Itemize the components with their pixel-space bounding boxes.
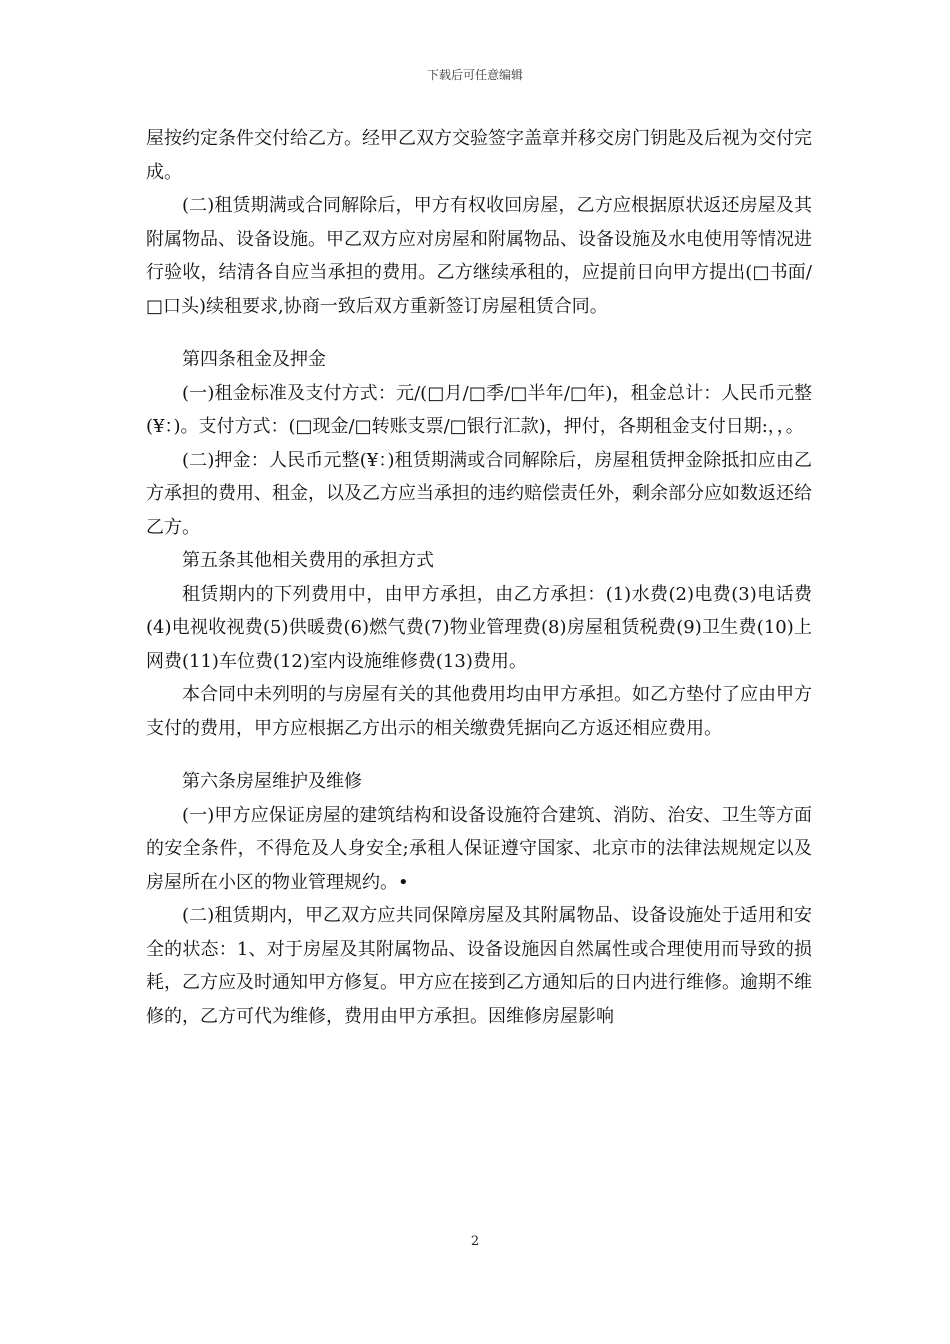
paragraph-delivery-continued: 屋按约定条件交付给乙方。经甲乙双方交验签字盖章并移交房门钥匙及后视为交付完成。 bbox=[146, 128, 812, 183]
page-number: 2 bbox=[470, 1234, 480, 1249]
paragraph-unlisted-fees: 本合同中未列明的与房屋有关的其他费用均由甲方承担。如乙方垫付了应由甲方支付的费用，甲方应根据乙方出示的相关缴费凭据向乙方返还相应费用。 bbox=[146, 684, 812, 739]
section-heading-maintenance: 第六条房屋维护及维修 bbox=[182, 771, 362, 792]
section-spacer bbox=[146, 323, 812, 343]
document-body bbox=[146, 122, 812, 1033]
paragraph-fee-list: 租赁期内的下列费用中，由甲方承担，由乙方承担：(1)水费(2)电费(3)电话费(4)电视收视费(5)供暖费(6)燃气费(7)物业管理费(8)房屋租赁税费(9)卫生费(10)上网费(11)车位费(12)室内设施维修费(13)费用。 bbox=[146, 583, 812, 672]
section-heading-rent-deposit: 第四条租金及押金 bbox=[182, 349, 326, 370]
section-spacer bbox=[146, 745, 812, 765]
paragraph-deposit: (二)押金：人民币元整(¥：)租赁期满或合同解除后，房屋租赁押金除抵扣应由乙方承担的费用、租金，以及乙方应当承担的违约赔偿责任外，剩余部分应如数返还给乙方。 bbox=[146, 449, 812, 538]
paragraph-safety: (一)甲方应保证房屋的建筑结构和设备设施符合建筑、消防、治安、卫生等方面的安全条件，不得危及人身安全;承租人保证遵守国家、北京市的法律法规规定以及房屋所在小区的物业管理规约。• bbox=[146, 804, 812, 893]
paragraph-rent-standard: (一)租金标准及支付方式：元/(□月/□季/□半年/□年)，租金总计：人民币元整(¥：)。支付方式：(□现金/□转账支票/□银行汇款)，押付，各期租金支付日期:，，。 bbox=[146, 382, 812, 437]
paragraph-repairs: (二)租赁期内，甲乙双方应共同保障房屋及其附属物品、设备设施处于适用和安全的状态：1、对于房屋及其附属物品、设备设施因自然属性或合理使用而导致的损耗，乙方应及时通知甲方修复。甲方应在接到乙方通知后的日内进行维修。逾期不维修的，乙方可代为维修，费用由甲方承担。因维修房屋影响 bbox=[146, 905, 812, 1027]
section-heading-other-fees: 第五条其他相关费用的承担方式 bbox=[182, 550, 434, 571]
page-header: 下载后可任意编辑 bbox=[426, 68, 523, 82]
paragraph-lease-expiry: (二)租赁期满或合同解除后，甲方有权收回房屋，乙方应根据原状返还房屋及其附属物品、设备设施。甲乙双方应对房屋和附属物品、设备设施及水电使用等情况进行验收，结清各自应当承担的费用。乙方继续承租的，应提前日向甲方提出(□书面/□口头)续租要求,协商一致后双方重新签订房屋租赁合同。 bbox=[146, 195, 812, 317]
